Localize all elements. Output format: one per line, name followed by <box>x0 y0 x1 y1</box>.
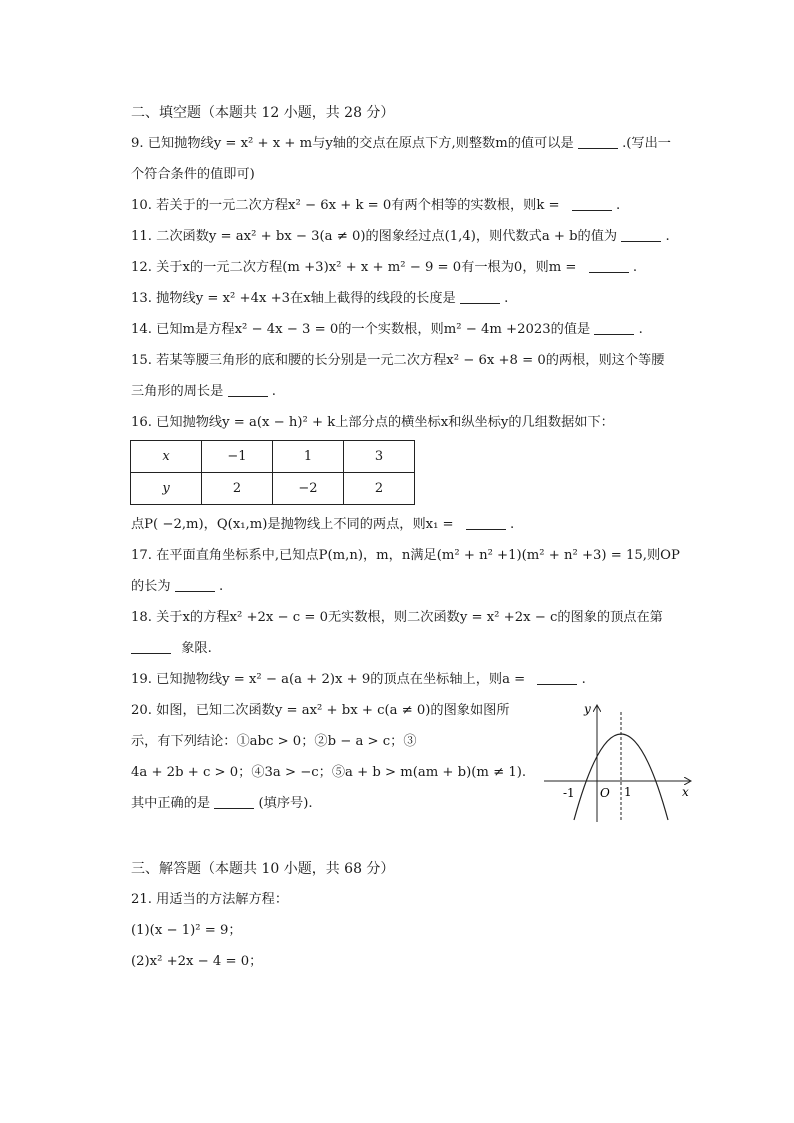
q15-continuation <box>131 382 691 402</box>
q16-continuation <box>131 515 691 535</box>
answer-blank-20[interactable] <box>214 794 254 809</box>
question-10 <box>131 196 691 216</box>
table-cell: 2 <box>202 473 273 505</box>
question-14 <box>131 320 691 340</box>
q21-part-2: (2)x² +2x − 4 = 0； <box>131 954 263 969</box>
q17-text: 的长为 <box>131 579 171 594</box>
answer-blank-11[interactable] <box>621 227 661 242</box>
q20-tail: (填序号). <box>258 796 313 811</box>
table-cell: 1 <box>273 441 344 473</box>
table-row <box>131 473 415 505</box>
q13-tail: . <box>504 291 509 306</box>
q9-text: 9. 已知抛物线y = x² + x + m与y轴的交点在原点下方,则整数m的值可以是 <box>131 136 574 151</box>
q12-tail: . <box>632 260 638 275</box>
q20-line-4 <box>131 794 531 814</box>
q18-tail: 象限. <box>181 641 212 656</box>
table-cell: 2 <box>344 473 415 505</box>
q15-text: 三角形的周长是 <box>131 384 224 399</box>
parabola-graph <box>540 700 700 825</box>
question-9 <box>131 134 691 154</box>
table-cell: 3 <box>344 441 415 473</box>
q14-tail: . <box>638 322 643 337</box>
answer-blank-15[interactable] <box>228 382 268 397</box>
q17-tail: . <box>218 579 224 594</box>
question-21: 21. 用适当的方法解方程： <box>131 892 289 907</box>
answer-blank-18[interactable] <box>131 639 171 654</box>
q20-text: 其中正确的是 <box>131 796 211 811</box>
table-cell: −1 <box>202 441 273 473</box>
q20-line-3: 4a + 2b + c > 0；④3a > −c；⑤a + b > m(am + b)(m ≠ 1). <box>131 765 527 780</box>
question-13 <box>131 289 691 309</box>
q16-tail: . <box>510 517 515 532</box>
answer-blank-12[interactable] <box>589 258 629 273</box>
q18-continuation <box>131 639 691 659</box>
q9-tail: .(写出一 <box>622 136 671 151</box>
q10-tail: . <box>615 198 621 213</box>
table-cell: −2 <box>273 473 344 505</box>
q14-text: 14. 已知m是方程x² − 4x − 3 = 0的一个实数根，则m² − 4m +2023的值是 <box>131 322 591 337</box>
answer-blank-17[interactable] <box>175 577 215 592</box>
answer-blank-9[interactable] <box>578 134 618 149</box>
question-20: 20. 如图，已知二次函数y = ax² + bx + c(a ≠ 0)的图象如图所 <box>131 703 510 718</box>
question-15: 15. 若某等腰三角形的底和腰的长分别是一元二次方程x² − 6x +8 = 0的两根，则这个等腰 <box>131 353 665 368</box>
origin-label: O <box>600 786 610 800</box>
question-18: 18. 关于x的方程x² +2x − c = 0无实数根，则二次函数y = x² +2x − c的图象的顶点在第 <box>131 610 663 625</box>
data-table <box>130 440 415 505</box>
q20-line-2: 示，有下列结论：①abc > 0；②b − a > c；③ <box>131 734 417 749</box>
answer-blank-10[interactable] <box>572 196 612 211</box>
q11-tail: . <box>665 229 670 244</box>
tick-label-1: 1 <box>624 785 632 799</box>
q10-text: 10. 若关于的一元二次方程x² − 6x + k = 0有两个相等的实数根，则k = <box>131 198 560 213</box>
question-17: 17. 在平面直角坐标系中,已知点P(m,n)，m，n满足(m² + n² +1)(m² + n² +3) = 15,则OP <box>131 548 680 563</box>
answer-blank-16[interactable] <box>466 515 506 530</box>
q12-text: 12. 关于x的一元二次方程(m +3)x² + x + m² − 9 = 0有一根为0，则m = <box>131 260 577 275</box>
q13-text: 13. 抛物线y = x² +4x +3在x轴上截得的线段的长度是 <box>131 291 456 306</box>
section-3-title: 三、解答题（本题共 10 小题，共 68 分） <box>131 861 395 877</box>
q11-text: 11. 二次函数y = ax² + bx − 3(a ≠ 0)的图象经过点(1,4)，则代数式a + b的值为 <box>131 229 618 244</box>
table-header-y: y <box>131 473 202 505</box>
q15-tail: . <box>271 384 276 399</box>
q9-continuation: 个符合条件的值即可) <box>131 167 255 182</box>
answer-blank-19[interactable] <box>537 670 577 685</box>
q17-continuation <box>131 577 691 597</box>
y-axis-label: y <box>584 702 591 716</box>
section-2-title: 二、填空题（本题共 12 小题，共 28 分） <box>131 105 395 121</box>
tick-label-neg1: -1 <box>563 786 575 800</box>
answer-blank-13[interactable] <box>460 289 500 304</box>
answer-blank-14[interactable] <box>594 320 634 335</box>
q21-part-1: (1)(x − 1)² = 9； <box>131 923 242 938</box>
q19-tail: . <box>581 672 586 687</box>
q19-text: 19. 已知抛物线y = x² − a(a + 2)x + 9的顶点在坐标轴上，则a = <box>131 672 526 687</box>
table-row <box>131 441 415 473</box>
question-12 <box>131 258 691 278</box>
question-19 <box>131 670 691 690</box>
x-axis-label: x <box>682 785 689 799</box>
table-header-x: x <box>131 441 202 473</box>
question-16: 16. 已知抛物线y = a(x − h)² + k上部分点的横坐标x和纵坐标y的几组数据如下： <box>131 415 614 430</box>
question-11 <box>131 227 691 247</box>
q16-text: 点P( −2,m)，Q(x₁,m)是抛物线上不同的两点，则x₁ = <box>131 517 454 532</box>
